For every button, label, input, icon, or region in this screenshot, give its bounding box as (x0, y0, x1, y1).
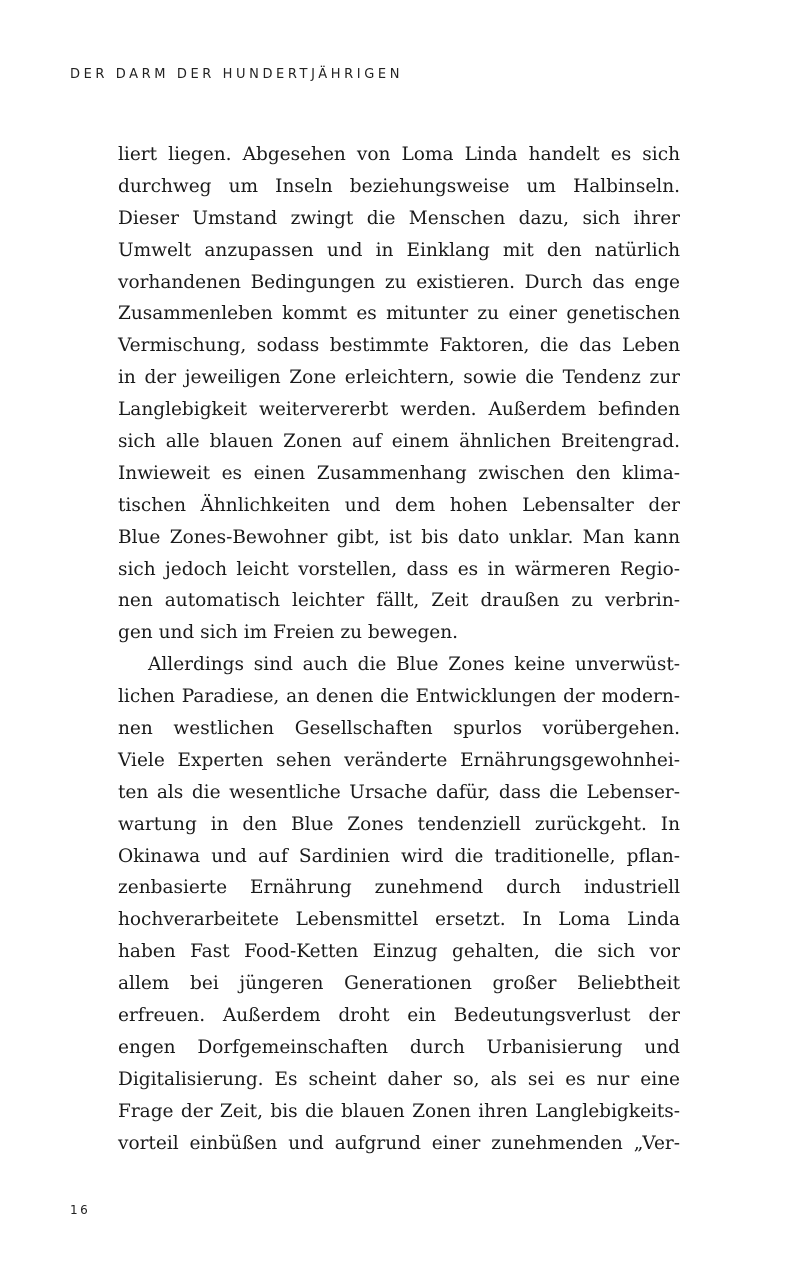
text-line: lichen Paradiese, an denen die Entwicklungen der modern- (118, 686, 680, 708)
text-line: Viele Experten sehen veränderte Ernährungsgewohnhei- (118, 749, 680, 771)
text-line: nen automatisch leichter fällt, Zeit draußen zu verbrin- (118, 590, 680, 612)
text-line: haben Fast Food-Ketten Einzug gehalten, die sich vor (118, 941, 680, 963)
body-text (118, 139, 680, 1160)
text-line: vorhandenen Bedingungen zu existieren. Durch das enge (118, 271, 680, 293)
text-line: tischen Ähnlichkeiten und dem hohen Lebensalter der (118, 494, 680, 516)
text-line: Langlebigkeit weitervererbt werden. Außerdem befinden (118, 399, 680, 421)
text-line: liert liegen. Abgesehen von Loma Linda handelt es sich (118, 144, 680, 165)
text-line: Okinawa und auf Sardinien wird die traditionelle, pflan- (118, 845, 680, 867)
text-line: Allerdings sind auch die Blue Zones keine unverwüst- (148, 654, 680, 676)
text-line: gen und sich im Freien zu bewegen. (118, 622, 459, 644)
text-line: nen westlichen Gesellschaften spurlos vorübergehen. (118, 718, 680, 740)
text-line: erfreuen. Außerdem droht ein Bedeutungsverlust der (118, 1005, 680, 1027)
text-line: Dieser Umstand zwingt die Menschen dazu, sich ihrer (118, 207, 680, 229)
text-line: Blue Zones-Bewohner gibt, ist bis dato unklar. Man kann (118, 526, 680, 548)
text-line: wartung in den Blue Zones tendenziell zurückgeht. In (118, 813, 680, 835)
text-line: sich alle blauen Zonen auf einem ähnlichen Breitengrad. (118, 431, 680, 453)
text-line: ten als die wesentliche Ursache dafür, dass die Lebenser- (118, 781, 680, 803)
text-line: engen Dorfgemeinschaften durch Urbanisierung und (118, 1036, 680, 1058)
text-line: Inwieweit es einen Zusammenhang zwischen den klima- (118, 462, 680, 484)
text-line: Frage der Zeit, bis die blauen Zonen ihren Langlebigkeits- (118, 1100, 680, 1122)
running-head: DER DARM DER HUNDERTJÄHRIGEN (70, 67, 404, 82)
text-line: vorteil einbüßen und aufgrund einer zunehmenden „Ver- (118, 1132, 680, 1154)
page-number: 16 (70, 1203, 91, 1217)
text-line: in der jeweiligen Zone erleichtern, sowie die Tendenz zur (118, 367, 680, 389)
text-line: zenbasierte Ernährung zunehmend durch industriell (118, 877, 680, 899)
text-line: Digitalisierung. Es scheint daher so, als sei es nur eine (118, 1068, 680, 1090)
text-line: allem bei jüngeren Generationen großer Beliebtheit (118, 973, 680, 995)
text-line: sich jedoch leicht vorstellen, dass es in wärmeren Regio- (118, 558, 680, 580)
text-line: Umwelt anzupassen und in Einklang mit den natürlich (118, 239, 680, 261)
paragraph (118, 649, 680, 1159)
text-line: hochverarbeitete Lebensmittel ersetzt. In Loma Linda (118, 909, 680, 931)
text-line: Vermischung, sodass bestimmte Faktoren, die das Leben (118, 335, 680, 357)
text-line: Zusammenleben kommt es mitunter zu einer genetischen (118, 303, 680, 325)
paragraph (118, 139, 680, 649)
text-line: durchweg um Inseln beziehungsweise um Halbinseln. (118, 175, 680, 197)
